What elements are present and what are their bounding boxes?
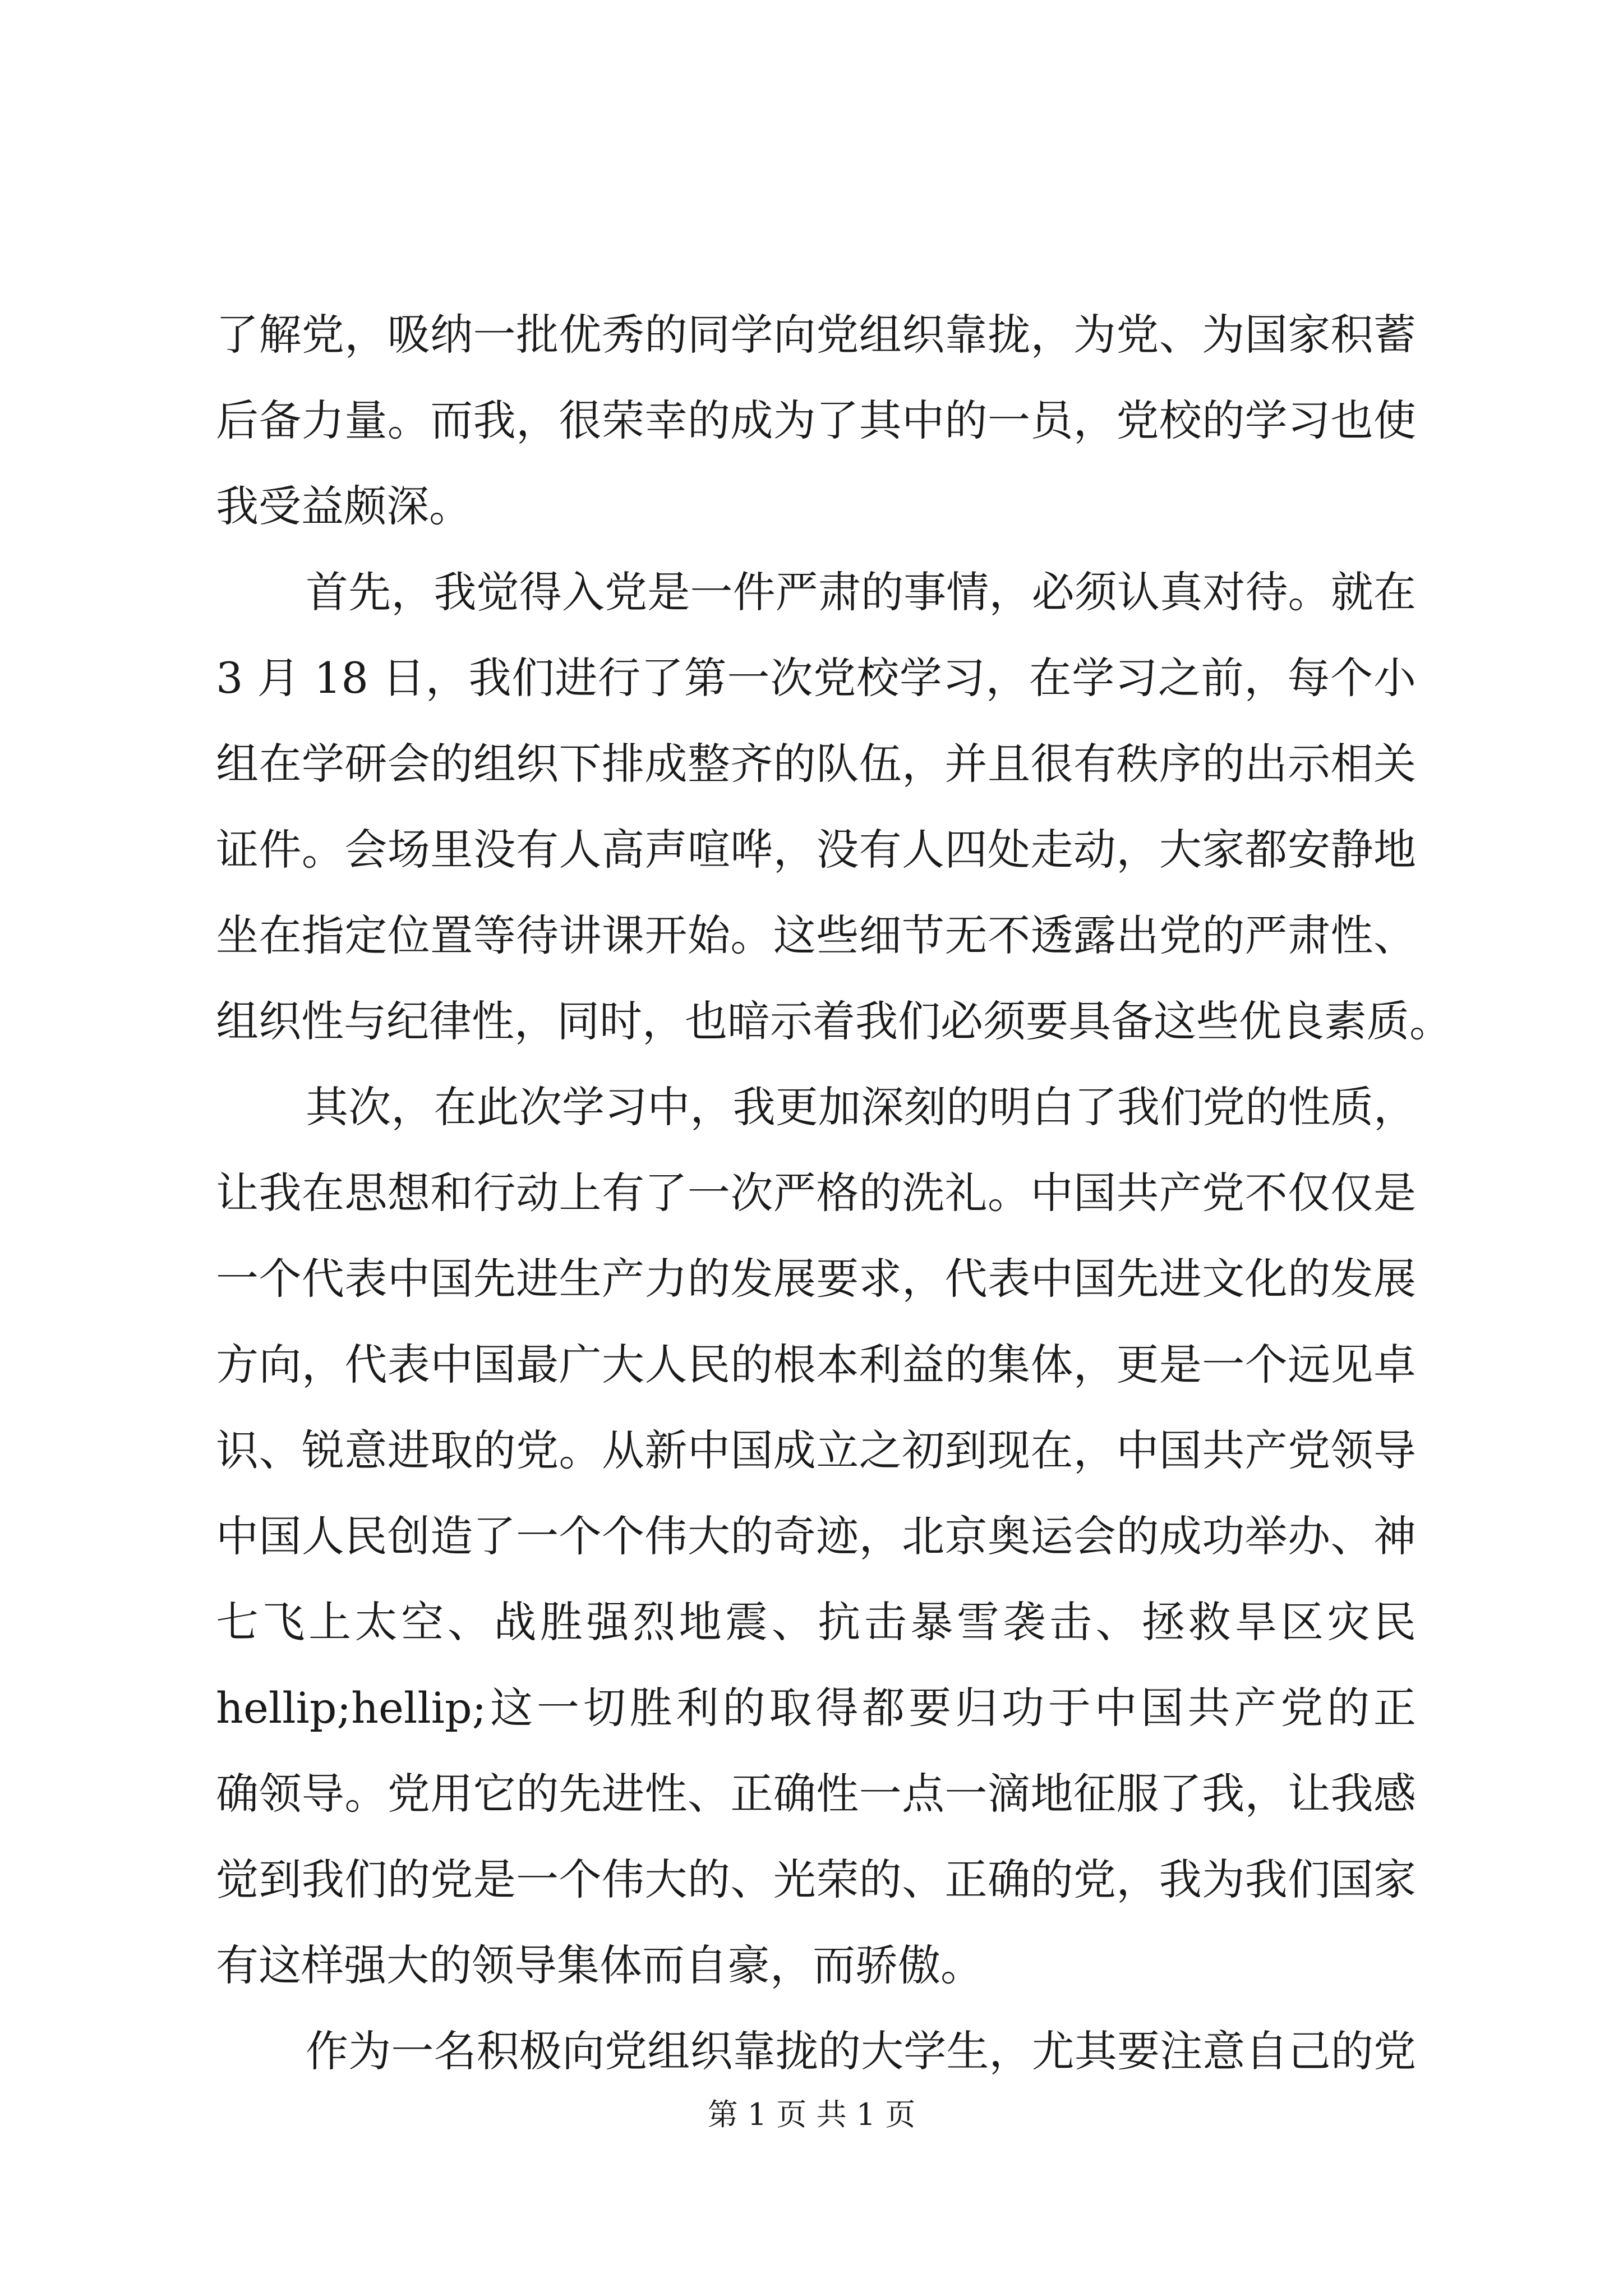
text-line: 3 月 18 日，我们进行了第一次党校学习，在学习之前，每个小 bbox=[216, 653, 1416, 703]
text-line: hellip;hellip;这一切胜利的取得都要归功于中国共产党的正 bbox=[216, 1683, 1416, 1733]
text-line: 了解党，吸纳一批优秀的同学向党组织靠拢，为党、为国家积蓄 bbox=[216, 310, 1416, 360]
text-line: 我受益颇深。 bbox=[216, 481, 472, 531]
text-line: 中国人民创造了一个个伟大的奇迹，北京奥运会的成功举办、神 bbox=[216, 1511, 1416, 1561]
text-line: 坐在指定位置等待讲课开始。这些细节无不透露出党的严肃性、 bbox=[216, 910, 1416, 960]
text-line: 组在学研会的组织下排成整齐的队伍，并且很有秩序的出示相关 bbox=[216, 739, 1416, 789]
text-line: 让我在思想和行动上有了一次严格的洗礼。中国共产党不仅仅是 bbox=[216, 1168, 1416, 1218]
text-line: 确领导。党用它的先进性、正确性一点一滴地征服了我，让我感 bbox=[216, 1769, 1416, 1819]
text-line: 证件。会场里没有人高声喧哗，没有人四处走动，大家都安静地 bbox=[216, 825, 1416, 875]
text-line: 有这样强大的领导集体而自豪，而骄傲。 bbox=[216, 1940, 983, 1990]
text-line: 七飞上太空、战胜强烈地震、抗击暴雪袭击、拯救旱区灾民 bbox=[216, 1597, 1416, 1647]
text-line: 作为一名积极向党组织靠拢的大学生，尤其要注意自己的党 bbox=[306, 2026, 1416, 2076]
text-line: 识、锐意进取的党。从新中国成立之初到现在，中国共产党领导 bbox=[216, 1425, 1416, 1475]
text-line: 方向，代表中国最广大人民的根本利益的集体，更是一个远见卓 bbox=[216, 1340, 1416, 1389]
text-line: 首先，我觉得入党是一件严肃的事情，必须认真对待。就在 bbox=[306, 567, 1416, 617]
page-number-footer: 第 1 页 共 1 页 bbox=[707, 2097, 916, 2132]
text-line: 后备力量。而我，很荣幸的成为了其中的一员，党校的学习也使 bbox=[216, 395, 1416, 445]
text-line: 组织性与纪律性，同时，也暗示着我们必须要具备这些优良素质。 bbox=[216, 996, 1452, 1046]
document-body bbox=[216, 292, 1452, 2094]
text-line: 觉到我们的党是一个伟大的、光荣的、正确的党，我为我们国家 bbox=[216, 1855, 1416, 1904]
text-line: 一个代表中国先进生产力的发展要求，代表中国先进文化的发展 bbox=[216, 1254, 1416, 1304]
text-line: 其次，在此次学习中，我更加深刻的明白了我们党的性质， bbox=[306, 1082, 1416, 1132]
